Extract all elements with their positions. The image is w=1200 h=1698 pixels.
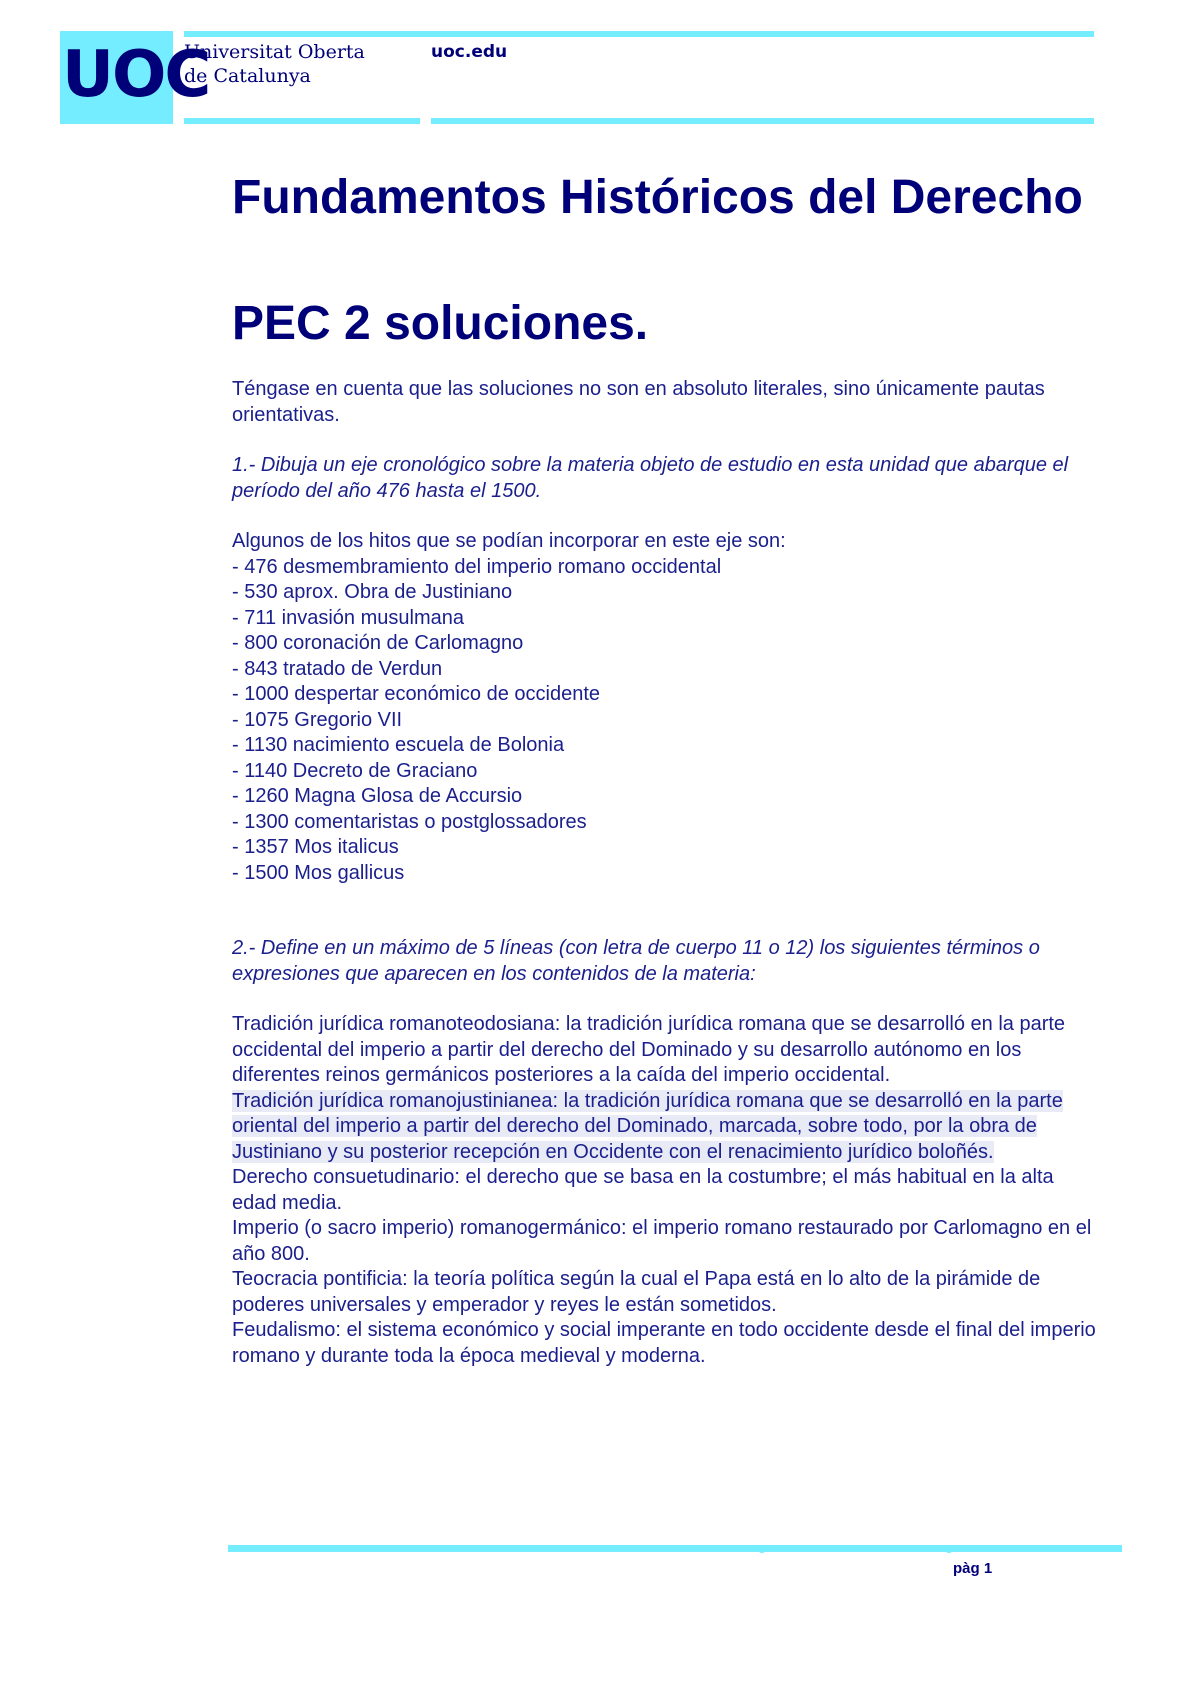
milestone-item: - 1130 nacimiento escuela de Bolonia — [232, 734, 565, 756]
definition-item: Teocracia pontificia: la teoría política según la cual el Papa está en lo alto de la pirámide de poderes universales y emperador y reyes le están sometidos. — [232, 1268, 1041, 1316]
milestones-list — [232, 555, 1102, 887]
milestone-item: - 843 tratado de Verdun — [232, 657, 443, 680]
milestone-item: - 1000 despertar económico de occidente — [232, 683, 601, 705]
page-number: pàg 1 — [953, 1560, 993, 1577]
question-1: 1.- Dibuja un eje cronológico sobre la materia objeto de estudio en esta unidad que abarque el período del año 476 hasta el 1500. — [232, 454, 1069, 502]
document-subtitle: PEC 2 soluciones. — [232, 297, 649, 350]
header-top-rule — [184, 31, 1094, 37]
logo-mark: UOC — [62, 38, 210, 112]
definitions-list — [232, 1012, 1102, 1369]
footer-rule-dot — [945, 1545, 953, 1553]
definition-item: Derecho consuetudinario: el derecho que se basa en la costumbre; el más habitual en la alta edad media. — [232, 1166, 1054, 1214]
milestone-item: - 711 invasión musulmana — [232, 606, 464, 629]
milestone-item: - 1300 comentaristas o postglossadores — [232, 810, 587, 833]
document-body — [232, 377, 1102, 1369]
intro-paragraph: Téngase en cuenta que las soluciones no son en absoluto literales, sino únicamente pautas orientativas. — [232, 378, 1045, 426]
document-title: Fundamentos Históricos del Derecho — [232, 171, 1083, 224]
website-link[interactable]: uoc.edu — [431, 42, 508, 62]
milestone-item: - 1500 Mos gallicus — [232, 861, 405, 884]
milestone-item: - 1140 Decreto de Graciano — [232, 759, 478, 782]
university-name-line1: Universitat Oberta — [184, 41, 365, 63]
university-name-line2: de Catalunya — [184, 65, 311, 87]
footer-rule-dot — [758, 1545, 766, 1553]
uoc-logo — [60, 31, 210, 124]
milestone-item: - 800 coronación de Carlomagno — [232, 632, 524, 654]
header-bottom-rule-right — [431, 118, 1094, 124]
definition-item: Tradición jurídica romanoteodosiana: la tradición jurídica romana que se desarrolló en la parte occidental del imperio a partir del derecho del Dominado y su desarrollo autónomo en los diferentes reinos germánicos posteriores a la caída del imperio occidental. — [232, 1013, 1066, 1086]
definition-item: Imperio (o sacro imperio) romanogermánico: el imperio romano restaurado por Carlomagno en el año 800. — [232, 1217, 1092, 1265]
question-2: 2.- Define en un máximo de 5 líneas (con letra de cuerpo 11 o 12) los siguientes términos o expresiones que aparecen en los contenidos de la materia: — [232, 937, 1040, 985]
milestone-item: - 1075 Gregorio VII — [232, 708, 403, 731]
definition-item-highlighted: Tradición jurídica romanojustinianea: la tradición jurídica romana que se desarrolló en la parte oriental del imperio a partir del derecho del Dominado, marcada, sobre todo, por la obra de Justiniano y su posterior recepción en Occidente con el renacimiento jurídico boloñés. — [232, 1089, 1063, 1163]
milestones-intro: Algunos de los hitos que se podían incorporar en este eje son: — [232, 530, 786, 552]
milestone-item: - 476 desmembramiento del imperio romano occidental — [232, 555, 722, 578]
definition-item: Feudalismo: el sistema económico y social imperante en todo occidente desde el final del imperio romano y durante toda la época medieval y moderna. — [232, 1319, 1096, 1367]
milestone-item: - 1260 Magna Glosa de Accursio — [232, 785, 523, 807]
milestone-item: - 1357 Mos italicus — [232, 836, 399, 858]
header-bottom-rule-left — [184, 118, 420, 124]
milestone-item: - 530 aprox. Obra de Justiniano — [232, 581, 513, 603]
footer-rule — [228, 1545, 1122, 1552]
university-name — [184, 40, 404, 88]
